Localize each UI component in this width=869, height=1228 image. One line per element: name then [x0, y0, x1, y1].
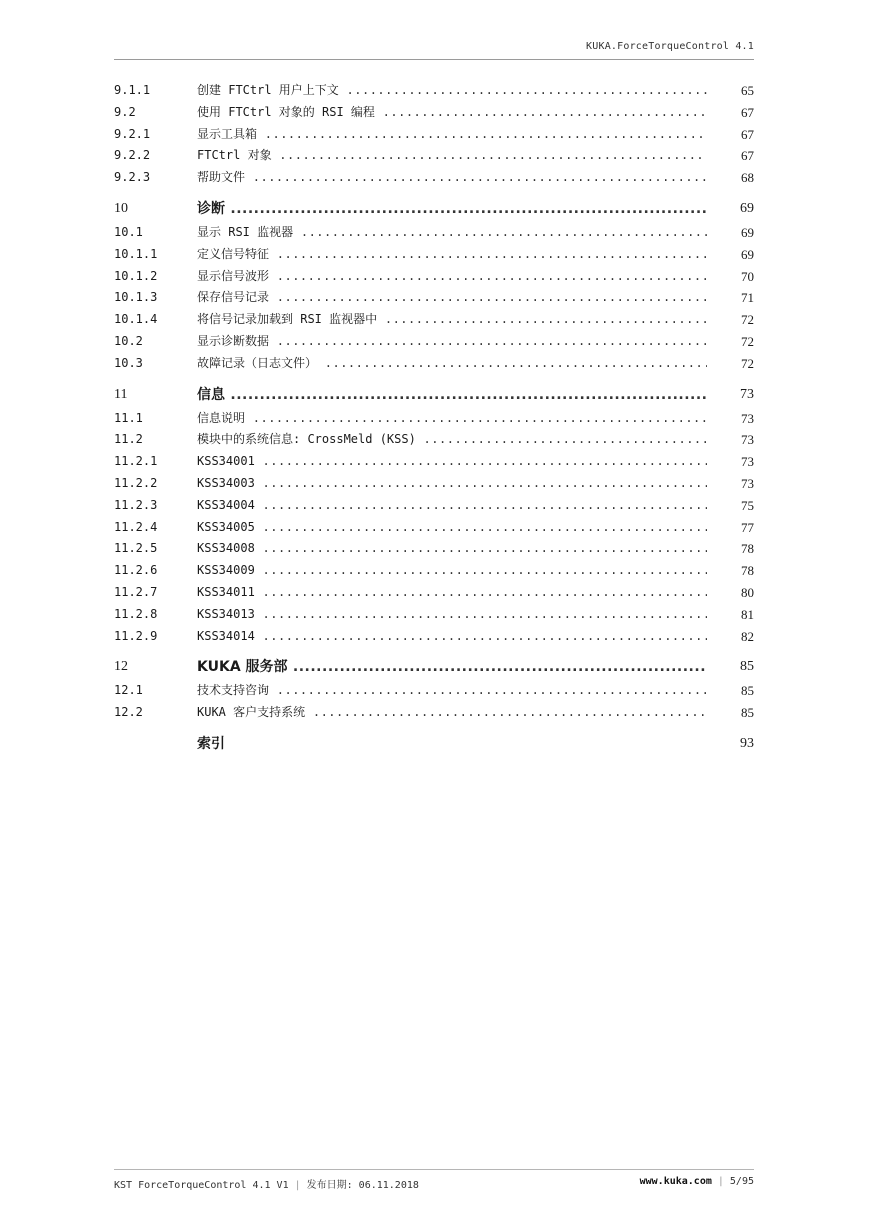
toc-number: 10.1.1	[114, 246, 158, 261]
toc-page-number: 78	[741, 541, 754, 557]
toc-row[interactable]	[114, 560, 754, 582]
footer-right	[640, 1176, 754, 1187]
toc-title[interactable]: KSS34005 .....	[197, 517, 707, 539]
toc-number: 11.2.6	[114, 563, 158, 578]
toc-title[interactable]: KUKA 客户支持系统 .....	[197, 702, 707, 724]
toc-page-number: 85	[741, 683, 754, 699]
toc-number: 10.3	[114, 355, 143, 370]
toc-title[interactable]: KSS34004 .....	[197, 495, 707, 517]
toc-number: 9.2.2	[114, 148, 151, 163]
toc-number: 11	[114, 386, 128, 402]
toc-page-number: 81	[741, 606, 754, 622]
toc-row[interactable]	[114, 538, 754, 560]
toc-row[interactable]	[114, 495, 754, 517]
toc-row[interactable]	[114, 331, 754, 353]
toc-page-number: 73	[741, 475, 754, 491]
toc-title[interactable]: FTCtrl 对象 .....	[197, 145, 707, 167]
toc-number: 10	[114, 200, 128, 216]
toc-title[interactable]: 诊断 .....	[197, 198, 707, 220]
toc-page-number: 67	[741, 104, 754, 120]
toc-title[interactable]: KSS34003 .....	[197, 473, 707, 495]
toc-page-number: 75	[741, 497, 754, 513]
toc-title[interactable]: 故障记录（日志文件） .....	[197, 353, 707, 375]
toc-row[interactable]	[114, 167, 754, 189]
toc-row[interactable]	[114, 309, 754, 331]
toc-page-number: 67	[741, 148, 754, 164]
toc-page-number: 70	[741, 268, 754, 284]
toc-title[interactable]: 创建 FTCtrl 用户上下文 .....	[197, 80, 707, 102]
toc-page-number: 65	[741, 83, 754, 98]
toc-row[interactable]	[114, 626, 754, 648]
toc-row[interactable]	[114, 80, 754, 102]
toc-page-number: 71	[741, 290, 754, 306]
toc-page-number: 68	[741, 170, 754, 186]
toc-page-number: 69	[741, 224, 754, 240]
toc-title[interactable]: 保存信号记录 .....	[197, 287, 707, 309]
toc-number: 10.1.3	[114, 290, 158, 305]
toc-title[interactable]: 索引	[197, 735, 225, 752]
toc-row[interactable]	[114, 604, 754, 626]
toc-page-number: 82	[741, 628, 754, 644]
toc-number: 9.1.1	[114, 83, 151, 97]
toc-number: 10.1	[114, 224, 143, 239]
toc-row[interactable]	[114, 222, 754, 244]
footer-release-date: 发布日期: 06.11.2018	[306, 1180, 419, 1191]
toc-row[interactable]	[114, 702, 754, 724]
toc-page-number: 67	[741, 126, 754, 142]
toc-title[interactable]: 帮助文件 .....	[197, 167, 707, 189]
toc-title[interactable]: KSS34014 .....	[197, 626, 707, 648]
toc-page-number: 72	[741, 355, 754, 371]
toc-page-number: 73	[741, 432, 754, 448]
toc-number: 10.1.4	[114, 312, 158, 327]
toc-page-number: 78	[741, 563, 754, 579]
toc-row[interactable]	[114, 244, 754, 266]
toc-number: 11.2.8	[114, 606, 158, 621]
toc-title[interactable]: 信息 .....	[197, 384, 707, 406]
toc-row[interactable]	[114, 473, 754, 495]
toc-number: 11.2.4	[114, 519, 158, 534]
toc-row[interactable]	[114, 451, 754, 473]
toc-number: 11.1	[114, 410, 143, 425]
toc-chapter-row[interactable]	[114, 656, 754, 678]
toc-page-number: 69	[740, 200, 754, 216]
header-title: KUKA.ForceTorqueControl 4.1	[586, 41, 754, 52]
toc-title[interactable]: 技术支持咨询 .....	[197, 680, 707, 702]
toc-page-number: 72	[741, 312, 754, 328]
toc-page-number: 85	[740, 659, 754, 675]
table-of-contents	[114, 80, 754, 757]
toc-row[interactable]	[114, 582, 754, 604]
toc-page-number: 85	[741, 705, 754, 721]
toc-number: 10.1.2	[114, 268, 158, 283]
toc-page-number: 72	[741, 333, 754, 349]
toc-page-number: 93	[740, 735, 754, 751]
toc-number: 11.2.2	[114, 475, 158, 490]
toc-page-number: 73	[741, 454, 754, 470]
toc-number: 12.1	[114, 683, 143, 698]
toc-title[interactable]: 使用 FTCtrl 对象的 RSI 编程 .....	[197, 102, 707, 124]
toc-title[interactable]: 模块中的系统信息: CrossMeld (KSS) .....	[197, 429, 707, 451]
toc-row[interactable]	[114, 266, 754, 288]
toc-title[interactable]: KSS34001 .....	[197, 451, 707, 473]
toc-chapter-row[interactable]	[114, 198, 754, 220]
toc-number: 11.2	[114, 432, 143, 447]
toc-title[interactable]: KSS34009 .....	[197, 560, 707, 582]
toc-row[interactable]	[114, 680, 754, 702]
toc-page-number: 73	[741, 410, 754, 426]
toc-row[interactable]	[114, 102, 754, 124]
footer-doc-title: KST ForceTorqueControl 4.1 V1	[114, 1180, 289, 1191]
toc-number: 9.2.1	[114, 126, 151, 141]
toc-number: 11.2.3	[114, 497, 158, 512]
toc-title[interactable]: KUKA 服务部 .....	[197, 656, 707, 678]
toc-title[interactable]: 定义信号特征 .....	[197, 244, 707, 266]
toc-number: 11.2.1	[114, 454, 158, 469]
toc-title[interactable]: 显示工具箱 .....	[197, 124, 707, 146]
toc-row[interactable]	[114, 287, 754, 309]
toc-row[interactable]	[114, 353, 754, 375]
footer-separator-right: |	[717, 1176, 724, 1187]
toc-number: 10.2	[114, 333, 143, 348]
footer-page-number: 5/95	[729, 1176, 754, 1187]
toc-title[interactable]: 显示信号波形 .....	[197, 266, 707, 288]
toc-row[interactable]	[114, 408, 754, 430]
toc-chapter-row[interactable]	[114, 384, 754, 406]
toc-row[interactable]	[114, 124, 754, 146]
toc-row[interactable]	[114, 429, 754, 451]
toc-number: 12	[114, 659, 128, 675]
toc-page-number: 73	[740, 386, 754, 402]
toc-page-number: 80	[741, 584, 754, 600]
toc-number: 11.2.9	[114, 628, 158, 643]
toc-title[interactable]: KSS34008 .....	[197, 538, 707, 560]
footer-separator: |	[294, 1180, 301, 1191]
toc-chapter-row[interactable]	[114, 733, 754, 755]
toc-page-number: 77	[741, 519, 754, 535]
toc-number: 11.2.7	[114, 584, 158, 599]
toc-row[interactable]	[114, 517, 754, 539]
toc-title[interactable]: 显示 RSI 监视器 .....	[197, 222, 707, 244]
toc-title[interactable]: 显示诊断数据 .....	[197, 331, 707, 353]
toc-title[interactable]: KSS34013 .....	[197, 604, 707, 626]
toc-title[interactable]: 将信号记录加载到 RSI 监视器中 .....	[197, 309, 707, 331]
toc-number: 9.2.3	[114, 170, 151, 185]
toc-number: 12.2	[114, 705, 143, 720]
toc-row[interactable]	[114, 145, 754, 167]
page-header	[114, 41, 754, 60]
toc-number: 11.2.5	[114, 541, 158, 556]
toc-page-number: 69	[741, 246, 754, 262]
footer-left	[114, 1176, 419, 1191]
toc-title[interactable]: KSS34011 .....	[197, 582, 707, 604]
toc-title[interactable]: 信息说明 .....	[197, 408, 707, 430]
footer-website-link[interactable]: www.kuka.com	[639, 1176, 712, 1187]
toc-number: 9.2	[114, 104, 136, 119]
page-footer	[114, 1169, 754, 1192]
